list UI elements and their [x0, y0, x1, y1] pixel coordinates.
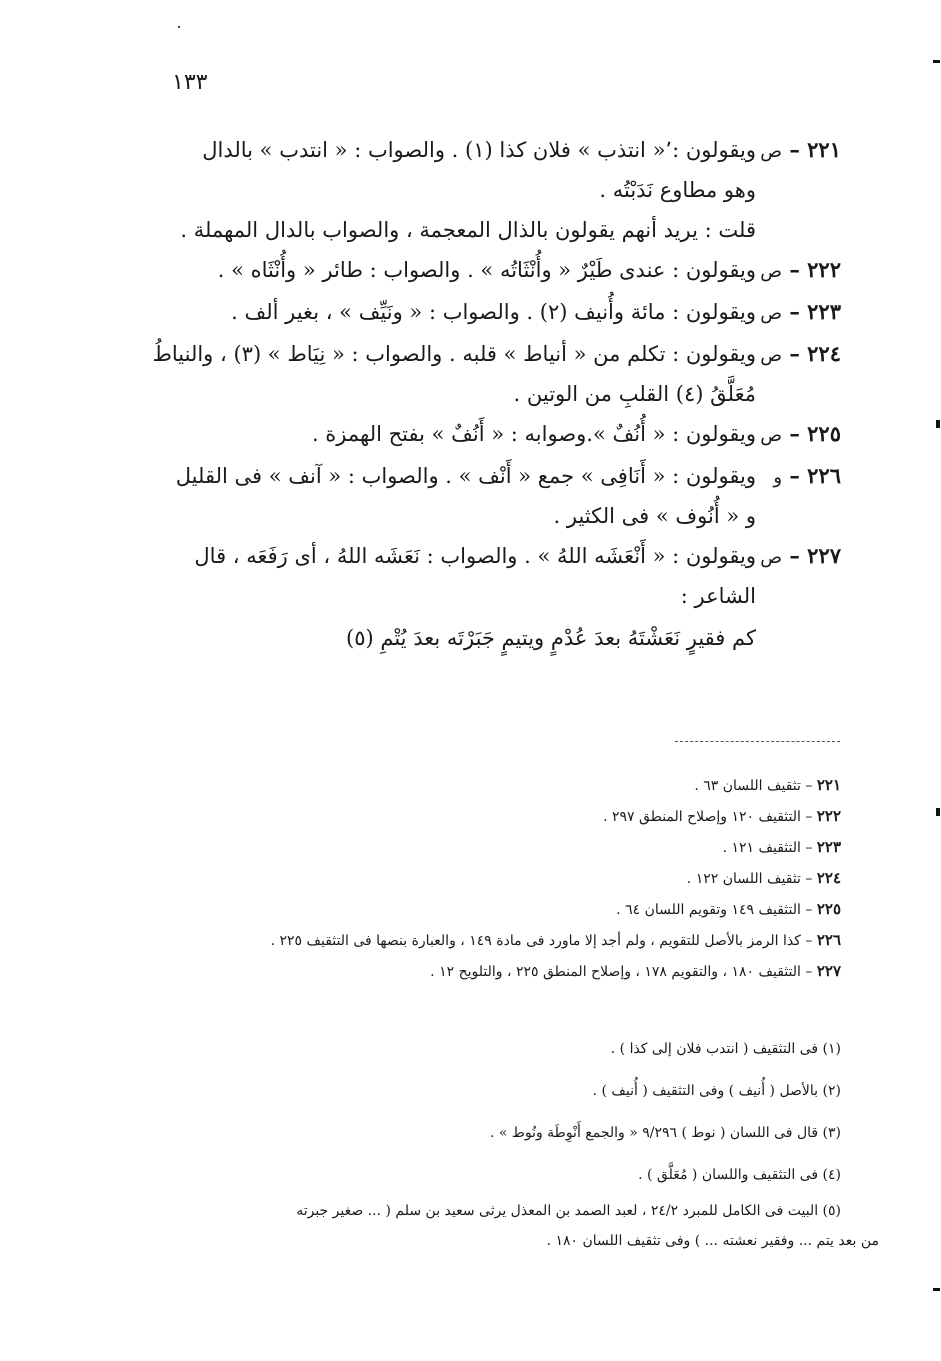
entry-line: مُعَلَّقُ (٤) القلبِ من الوتين . [513, 382, 756, 406]
entry-222 [136, 250, 841, 292]
entry-line: وهو مطاوع نَدَبْتُه . [599, 178, 756, 202]
entry-223 [136, 292, 841, 334]
source-references [136, 770, 841, 987]
footnote: (٢) بالأصل ( أُنيف ) وفى التثقيف ( أُنيف ) . [592, 1083, 841, 1099]
source-line: ٢٢١ – تثقيف اللسان ٦٣ . [694, 776, 841, 794]
source-line: ٢٢٧ – التثقيف ١٨٠ ، والتقويم ١٧٨ ، وإصلاح المنطق ٢٢٥ ، والتلويح ١٢ . [430, 962, 841, 980]
scan-edge-mark [933, 1288, 940, 1291]
entry-226 [136, 456, 841, 536]
entry-number: ٢٢٢ – ص [760, 257, 841, 282]
source-line: ٢٢٢ – التثقيف ١٢٠ وإصلاح المنطق ٢٩٧ . [603, 807, 841, 825]
footnote: (٤) فى التثقيف واللسان ( مُعَلَّق ) . [638, 1167, 841, 1183]
entry-line: و « أُنُوف » فى الكثير . [553, 504, 756, 528]
footnotes [136, 1028, 879, 1256]
entry-line: ويقولون :٬« انتذب » فلان كذا (١) . والصواب : « انتدب » بالدال [202, 138, 756, 162]
source-line: ٢٢٥ – التثقيف ١٤٩ وتقويم اللسان ٦٤ . [616, 900, 841, 918]
entry-line: الشاعر : [680, 584, 756, 608]
entry-number: ٢٢٦ – و [773, 463, 841, 488]
main-text [136, 130, 841, 660]
entry-line: ويقولون : « أَنْعَشَه اللهُ » . والصواب : نَعَشَه اللهُ ، أى رَفَعَه ، قال [194, 544, 756, 568]
footnote: (٣) قال فى اللسان ( نوط ) ٩/٢٩٦ « والجمع أَنْوِطَة ونُوط » . [489, 1125, 841, 1141]
scan-edge-mark [936, 808, 940, 816]
source-line: ٢٢٣ – التثقيف ١٢١ . [722, 838, 841, 856]
entry-line: ويقولون : « أُنُفٌ ».وصوابه : « أَنُفٌ » بفتح الهمزة . [311, 422, 756, 446]
entry-line: ويقولون : تكلم من « أنياط » قلبه . والصواب : « نِيَاط » (٣) ، والنياطُ [152, 342, 756, 366]
footnote: (١) فى التثقيف ( انتدب فلان إلى كذا ) . [610, 1041, 841, 1057]
entry-227 [136, 536, 841, 616]
entry-225 [136, 414, 841, 456]
page-number: ١٣٣ [172, 70, 208, 95]
entry-number: ٢٢٤ – ص [760, 341, 841, 366]
poetry-verse: كم فقيرٍ نَعَشْتَهُ بعدَ عُدْمٍ ويتيمٍ جَبَرْتَه بعدَ يُتْمِ (٥) [346, 626, 756, 650]
footnote-continuation: من بعد يتم ... وفقير نعشته ... ) وفى تثقيف اللسان ١٨٠ . [546, 1233, 879, 1249]
entry-221 [136, 130, 841, 210]
footnote-separator [675, 741, 840, 742]
entry-number: ٢٢٣ – ص [760, 299, 841, 324]
footnote: (٥) البيت فى الكامل للمبرد ٢٤/٢ ، لعبد الصمد بن المعذل يرثى سعيد بن سلم ( ... صغير جبرته [296, 1203, 841, 1219]
entry-line: ويقولون : عندى طَيْرٌ « وأُنْثَاتُه » . والصواب : طائر « وأُنْثَاه » . [217, 258, 756, 282]
scan-speck [178, 26, 180, 28]
entry-number: ٢٢٧ – ص [760, 543, 841, 568]
entry-224 [136, 334, 841, 414]
entry-line: ويقولون : « أَنَافِى » جمع « أَنْف » . والصواب : « آنف » فى القليل [175, 464, 756, 488]
entry-line: ويقولون : مائة وأُنيف (٢) . والصواب : « ونَيِّف » ، بغير ألف . [231, 300, 756, 324]
source-line: ٢٢٦ – كذا الرمز بالأصل للتقويم ، ولم أجد إلا ماورد فى مادة ١٤٩ ، والعبارة بنصها فى التثقيف ٢٢٥ . [270, 931, 841, 949]
scan-edge-mark [933, 60, 940, 63]
entry-number: ٢٢١ – ص [760, 137, 841, 162]
scan-edge-mark [936, 420, 940, 428]
entry-number: ٢٢٥ – ص [760, 421, 841, 446]
editor-comment: قلت : يريد أنهم يقولون بالذال المعجمة ، والصواب بالدال المهملة . [180, 218, 756, 242]
source-line: ٢٢٤ – تثقيف اللسان ١٢٢ . [686, 869, 841, 887]
